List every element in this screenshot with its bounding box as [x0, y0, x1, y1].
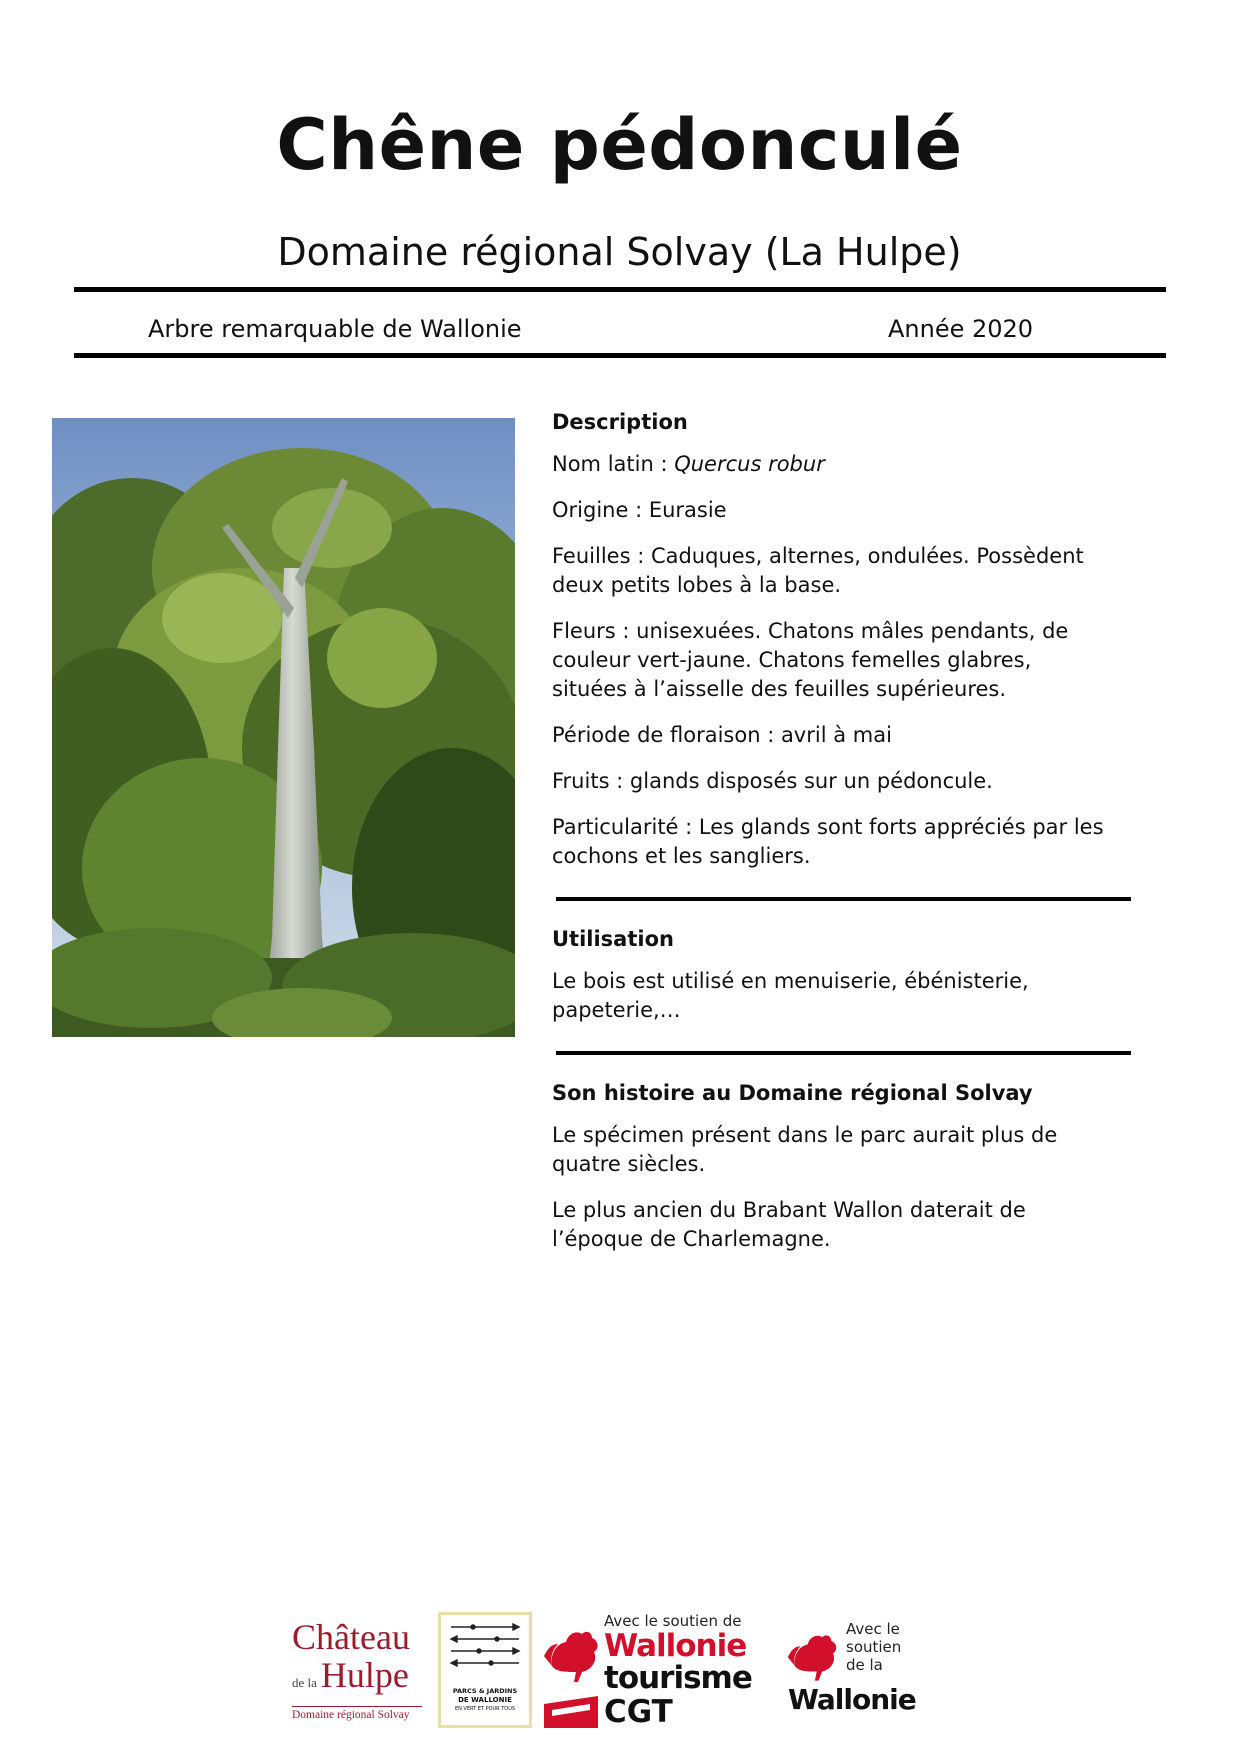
wt-logo-line2: Wallonie: [604, 1628, 747, 1664]
wt-logo-line1: Avec le soutien de: [604, 1612, 742, 1630]
history-text-2: Le plus ancien du Brabant Wallon daterait de l’époque de Charlemagne.: [552, 1198, 1026, 1251]
wal-logo-line2: soutien: [846, 1638, 902, 1656]
year-label: Année 2020: [888, 315, 1034, 343]
flowering-line: Période de floraison : avril à mai: [552, 723, 892, 747]
chateau-logo-line2: [292, 1656, 422, 1702]
wal-logo-line3: de la: [846, 1656, 883, 1674]
chateau-hulpe-logo: [292, 1618, 422, 1728]
sponsor-logos: [0, 1600, 1239, 1730]
origin-line: Origine : Eurasie: [552, 498, 727, 522]
parcs-logo-line3: EN VERT ET POUR TOUS: [454, 1706, 516, 1712]
chateau-logo-line3: Domaine régional Solvay: [292, 1706, 422, 1721]
cgt-icon: [544, 1696, 598, 1728]
rooster-icon: [786, 1630, 842, 1686]
header-divider: [74, 353, 1166, 358]
section-divider: [556, 897, 1131, 901]
content-column: [552, 408, 1112, 1271]
rooster-icon: [542, 1626, 604, 1688]
fruits-line: Fruits : glands disposés sur un pédoncule.: [552, 769, 993, 793]
chateau-logo-big: Hulpe: [320, 1655, 409, 1695]
parcs-jardins-logo: [438, 1612, 532, 1728]
wal-logo-line1: Avec le: [846, 1620, 900, 1638]
wallonie-logo: [786, 1620, 926, 1730]
description-heading: Description: [552, 410, 688, 434]
usage-heading: Utilisation: [552, 927, 674, 951]
arrows-icon: [445, 1619, 525, 1675]
usage-text: Le bois est utilisé en menuiserie, ébénisterie, papeterie,…: [552, 969, 1029, 1022]
history-text-1: Le spécimen présent dans le parc aurait plus de quatre siècles.: [552, 1123, 1058, 1176]
tree-label: Arbre remarquable de Wallonie: [148, 315, 522, 343]
chateau-logo-small: de la: [292, 1675, 317, 1690]
top-divider: [74, 287, 1166, 292]
parcs-logo-line1: PARCS & JARDINS: [452, 1687, 518, 1695]
page-title: Chêne pédonculé: [276, 104, 963, 186]
wal-logo-line4: Wallonie: [788, 1683, 916, 1716]
wt-logo-line4: CGT: [604, 1694, 673, 1730]
parcs-logo-line2: DE WALLONIE: [458, 1696, 512, 1704]
latin-label: Nom latin :: [552, 452, 675, 476]
tree-photo: [52, 418, 515, 1037]
wallonie-tourisme-logo: [542, 1612, 752, 1730]
latin-name-line: [552, 450, 1112, 479]
particularity-line: Particularité : Les glands sont forts appréciés par les cochons et les sangliers.: [552, 815, 1104, 868]
chateau-logo-line1: Château: [292, 1617, 410, 1657]
wt-logo-line3: tourisme: [604, 1660, 752, 1696]
section-divider: [556, 1051, 1131, 1055]
leaves-line: Feuilles : Caduques, alternes, ondulées. Possèdent deux petits lobes à la base.: [552, 544, 1084, 597]
flowers-line: Fleurs : unisexuées. Chatons mâles pendants, de couleur vert-jaune. Chatons femelles glabres, situées à l’aisselle des feuilles supérieures.: [552, 619, 1069, 701]
history-heading: Son histoire au Domaine régional Solvay: [552, 1081, 1033, 1105]
page-subtitle: Domaine régional Solvay (La Hulpe): [277, 230, 962, 274]
latin-name: Quercus robur: [674, 452, 825, 476]
